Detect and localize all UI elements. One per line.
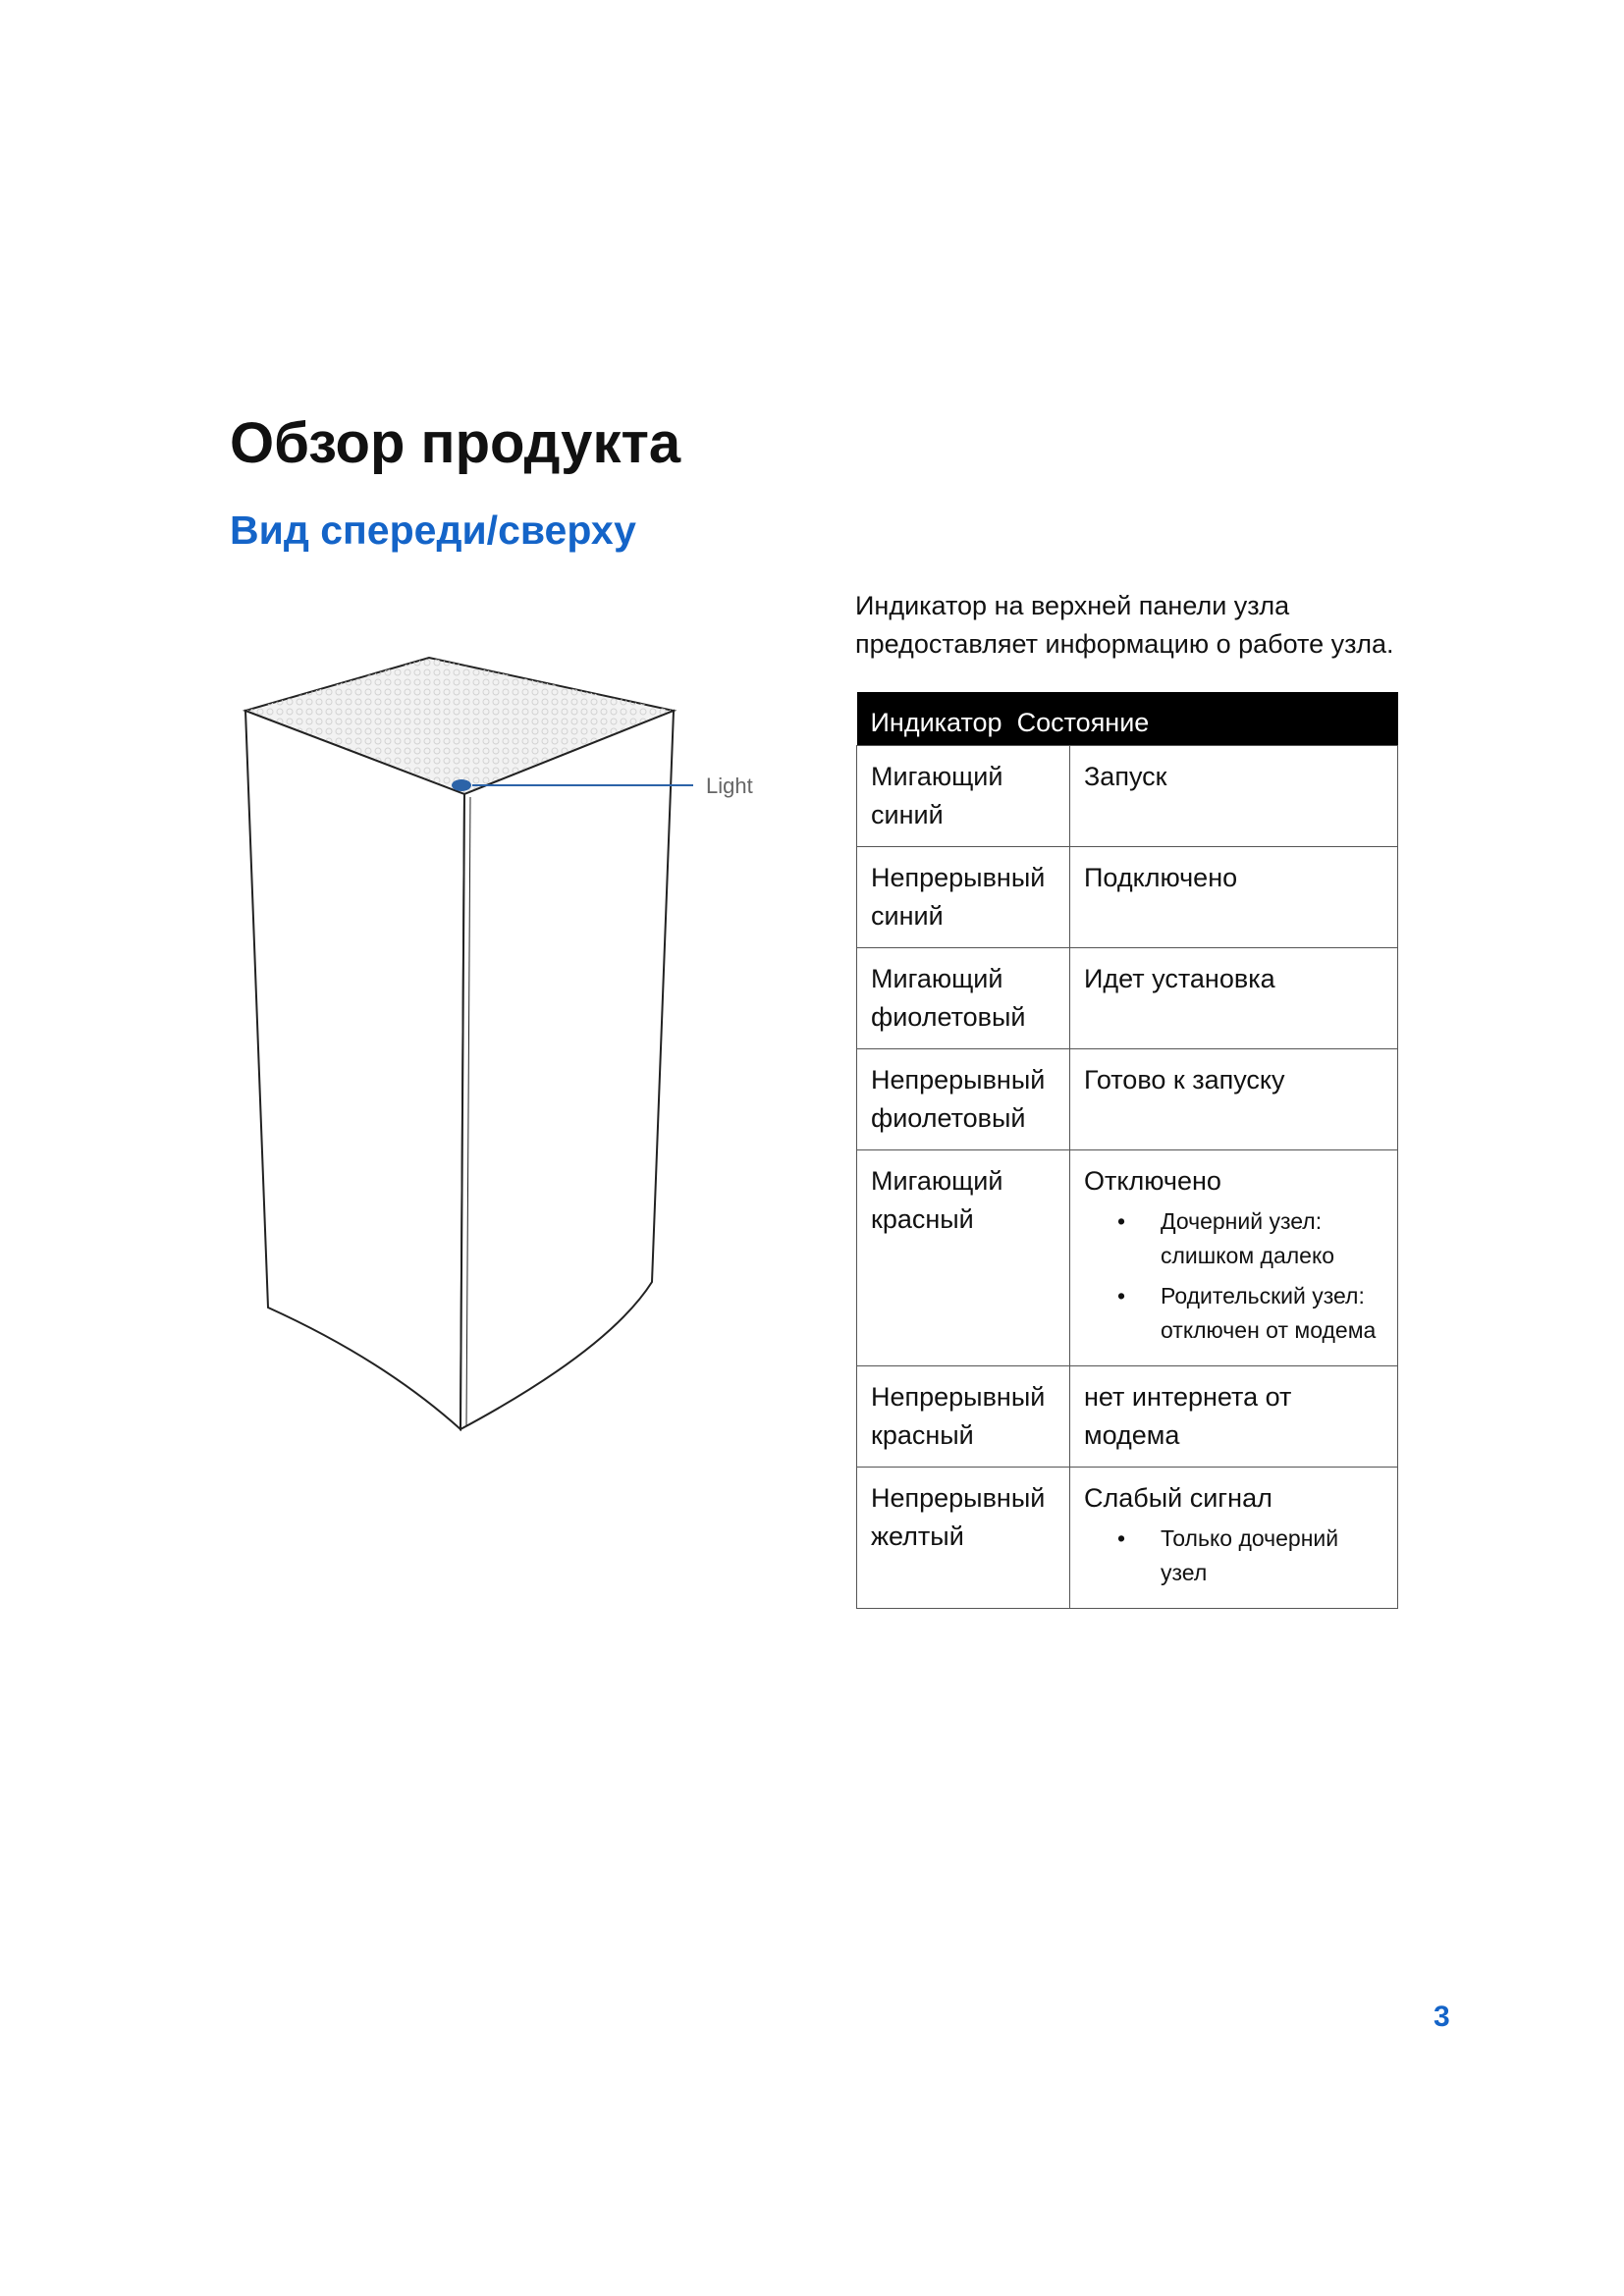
light-cell [857, 1366, 1070, 1468]
bullet-icon: • [1117, 1283, 1126, 1308]
table-header-row [857, 692, 1398, 746]
light-cell [857, 1468, 1070, 1609]
status-cell [1070, 948, 1398, 1049]
bullet-text: Родительский узел: отключен от модема [1161, 1283, 1377, 1343]
light-line-1: Непрерывный [871, 863, 1046, 892]
table-row [857, 847, 1398, 948]
node-left-face [245, 711, 464, 1429]
node-right-face [460, 711, 674, 1429]
status-bullet [1117, 1204, 1385, 1273]
status-bullet-list [1084, 1204, 1385, 1348]
bullet-icon: • [1117, 1525, 1126, 1551]
light-cell [857, 746, 1070, 847]
light-line-1: Мигающий [871, 1166, 1003, 1196]
status-cell [1070, 847, 1398, 948]
light-cell [857, 1049, 1070, 1150]
status-text: Запуск [1084, 762, 1167, 791]
light-line-2: фиолетовый [871, 1002, 1026, 1032]
intro-text [855, 587, 1405, 664]
header-indicator: Индикатор [870, 708, 1002, 737]
status-cell [1070, 1366, 1398, 1468]
light-line-2: красный [871, 1204, 974, 1234]
led-indicator [452, 779, 471, 791]
light-line-1: Непрерывный [871, 1382, 1046, 1412]
status-bullet [1117, 1522, 1385, 1590]
light-line-1: Мигающий [871, 762, 1003, 791]
status-text: Отключено [1084, 1166, 1221, 1196]
table-row [857, 1049, 1398, 1150]
bullet-text: Только дочерний узел [1161, 1525, 1339, 1585]
table-header [857, 692, 1398, 746]
status-cell [1070, 1150, 1398, 1366]
node-drawing [236, 628, 785, 1443]
bullet-icon: • [1117, 1208, 1126, 1234]
status-text: Слабый сигнал [1084, 1483, 1272, 1513]
light-line-1: Непрерывный [871, 1483, 1046, 1513]
table-row [857, 1468, 1398, 1609]
status-cell [1070, 1049, 1398, 1150]
light-line-2: фиолетовый [871, 1103, 1026, 1133]
light-status-table [856, 692, 1398, 1609]
status-text: Готово к запуску [1084, 1065, 1285, 1095]
page-number: 3 [1434, 2001, 1450, 2033]
light-cell [857, 948, 1070, 1049]
table-row [857, 746, 1398, 847]
page-title: Обзор продукта [230, 411, 681, 475]
status-bullet [1117, 1279, 1385, 1348]
light-line-1: Мигающий [871, 964, 1003, 993]
node-illustration [236, 628, 785, 1443]
table-row [857, 1150, 1398, 1366]
light-line-2: красный [871, 1420, 974, 1450]
status-cell [1070, 746, 1398, 847]
intro-line-2: предоставляет информацию о работе узла. [855, 629, 1394, 659]
bullet-text: Дочерний узел: слишком далеко [1161, 1208, 1335, 1268]
status-text: нет интернета от модема [1084, 1382, 1292, 1450]
callout-label: Light [706, 774, 753, 798]
section-title: Вид спереди/сверху [230, 507, 636, 553]
light-cell [857, 1150, 1070, 1366]
status-cell [1070, 1468, 1398, 1609]
header-status: Состояние [1016, 708, 1150, 737]
light-line-2: желтый [871, 1522, 964, 1551]
intro-line-1: Индикатор на верхней панели узла [855, 591, 1290, 620]
light-line-2: синий [871, 901, 944, 931]
table-row [857, 948, 1398, 1049]
status-text: Идет установка [1084, 964, 1275, 993]
light-line-2: синий [871, 800, 944, 829]
table-row [857, 1366, 1398, 1468]
status-text: Подключено [1084, 863, 1238, 892]
status-bullet-list [1084, 1522, 1385, 1590]
light-cell [857, 847, 1070, 948]
light-line-1: Непрерывный [871, 1065, 1046, 1095]
